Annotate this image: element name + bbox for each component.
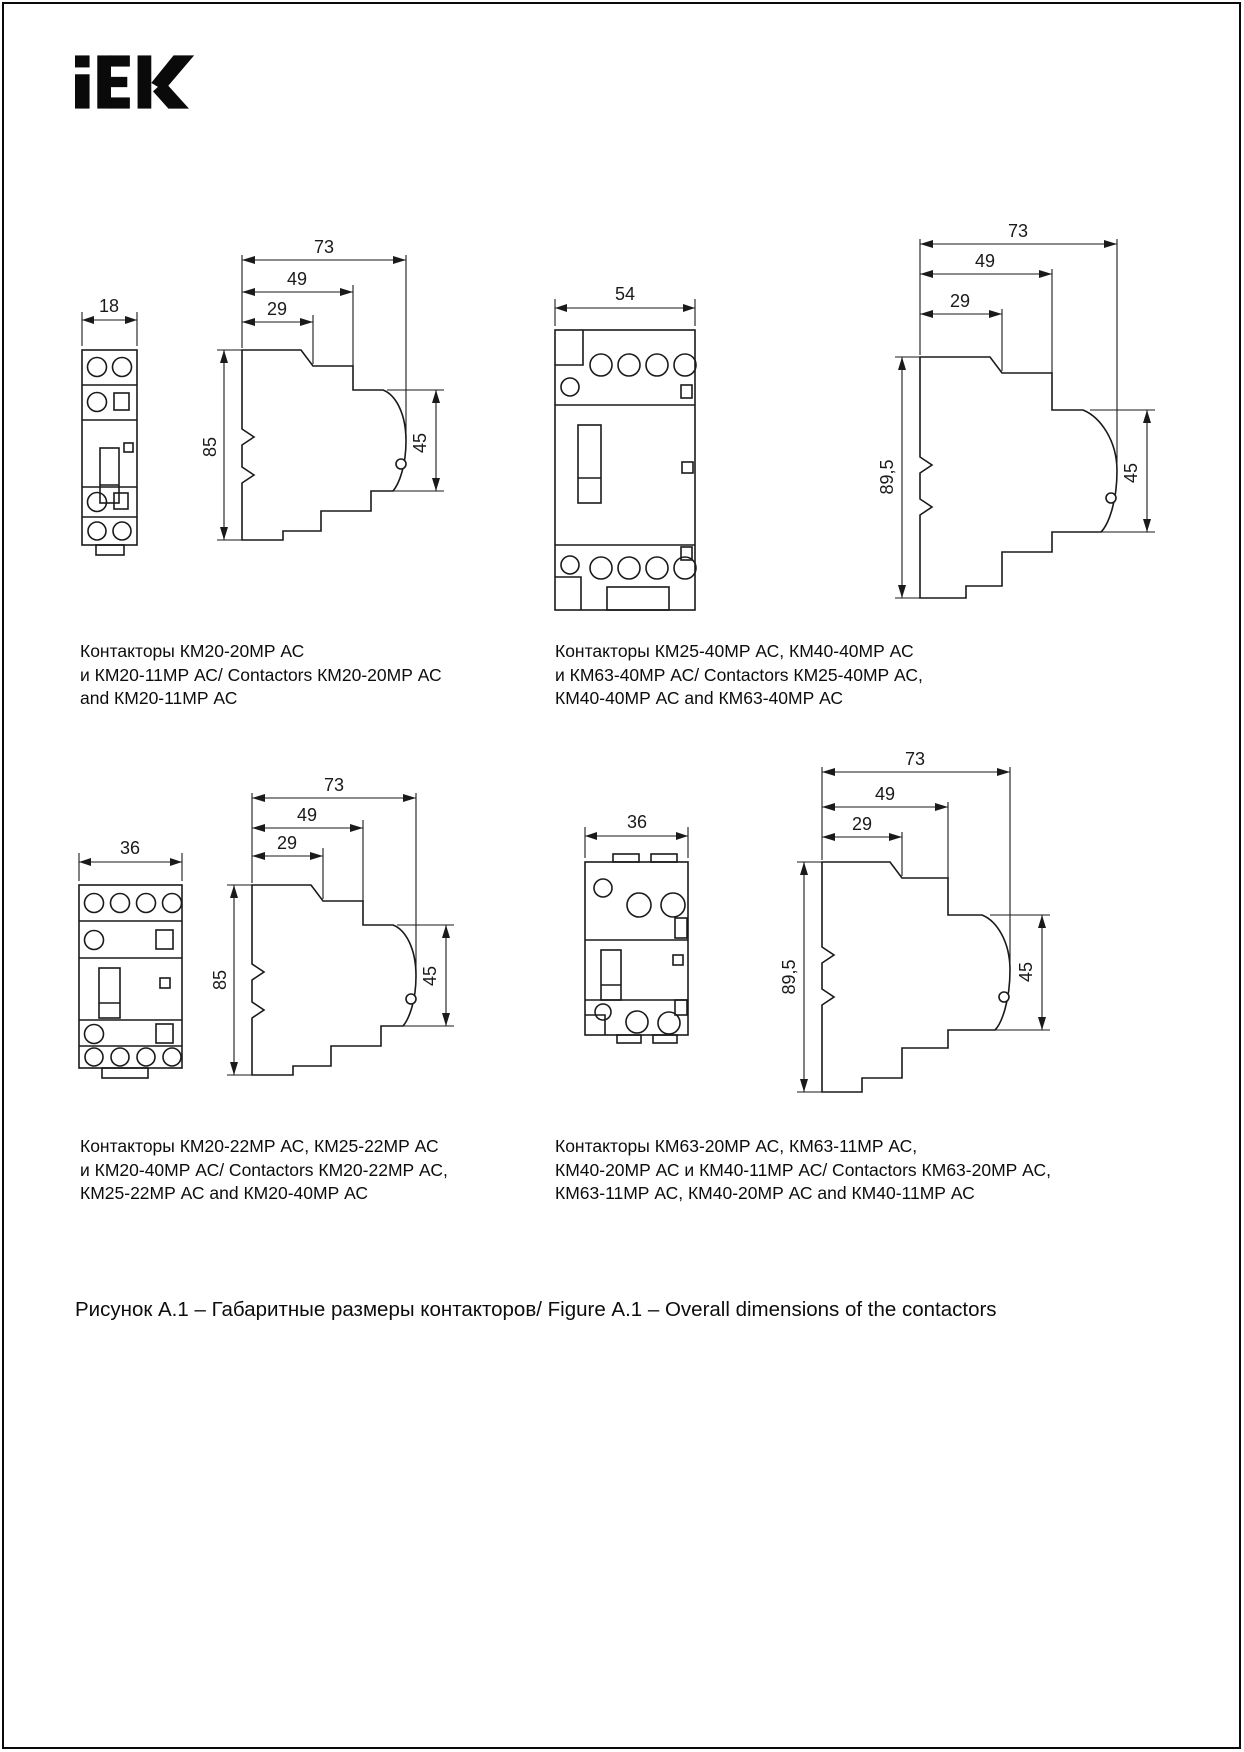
dim-label-45: 45 <box>420 965 440 987</box>
dim-label-height: 85 <box>210 969 230 991</box>
figure1-front-view <box>82 350 137 555</box>
dim-label-front-width: 18 <box>98 296 120 316</box>
figure4-dim-lines <box>797 767 1050 1092</box>
dim-label-73: 73 <box>323 775 345 795</box>
dim-label-45: 45 <box>410 432 430 454</box>
figure2-drawing <box>545 215 1205 645</box>
figure1-caption <box>80 640 520 711</box>
figure2-side-view <box>920 357 1117 598</box>
dim-label-49: 49 <box>974 251 996 271</box>
dim-label-front-width: 36 <box>626 812 648 832</box>
caption-line: Контакторы КМ20-22МР АС, КМ25-22МР АС <box>80 1136 439 1156</box>
dim-label-45: 45 <box>1121 462 1141 484</box>
dim-label-29: 29 <box>266 299 288 319</box>
figure4-side-view <box>822 862 1010 1092</box>
caption-line: Контакторы КМ63-20МР АС, КМ63-11МР АС, <box>555 1136 918 1156</box>
figure4-front-view <box>585 854 688 1043</box>
figure4-drawing <box>545 700 1205 1110</box>
dim-label-73: 73 <box>313 237 335 257</box>
caption-line: и КМ20-40МР АС/ Contactors КМ20-22МР АС, <box>80 1159 448 1180</box>
dim-label-73: 73 <box>1007 221 1029 241</box>
caption-line: и КМ63-40МР АС/ Contactors КМ25-40МР АС, <box>555 664 923 685</box>
dim-label-front-width: 54 <box>614 284 636 304</box>
caption-line: КМ40-20МР АС и КМ40-11МР АС/ Contactors КМ63-20МР АС, <box>555 1159 1051 1180</box>
figure1-side-view <box>242 350 406 540</box>
caption-line: и КМ20-11МР АС/ Contactors КМ20-20МР АС <box>80 664 442 685</box>
dim-label-49: 49 <box>874 784 896 804</box>
figure1-drawing <box>72 215 472 635</box>
figure1-dim-lines <box>217 255 444 540</box>
dim-label-45: 45 <box>1016 961 1036 983</box>
figure3-side-view <box>252 885 416 1075</box>
caption-line: КМ63-11МР АС, КМ40-20МР АС and КМ40-11МР АС <box>555 1183 975 1204</box>
figure2-front-view <box>555 330 696 610</box>
dim-label-49: 49 <box>296 805 318 825</box>
figure-title: Рисунок А.1 – Габаритные размеры контакторов/ Figure А.1 – Overall dimensions of the contactors <box>75 1298 997 1321</box>
figure3-caption <box>80 1135 530 1206</box>
dim-label-49: 49 <box>286 269 308 289</box>
caption-line: КМ40-40МР АС and КМ63-40МР АС <box>555 688 844 709</box>
caption-line: Контакторы КМ25-40МР АС, КМ40-40МР АС <box>555 641 914 661</box>
dim-label-29: 29 <box>851 814 873 834</box>
figure3-front-view <box>79 885 182 1078</box>
iek-logo <box>75 50 195 114</box>
dim-label-height: 89,5 <box>877 459 897 495</box>
dim-label-73: 73 <box>904 749 926 769</box>
dim-label-front-width: 36 <box>119 838 141 858</box>
figure2-caption <box>555 640 1085 711</box>
figure3-dim-lines <box>227 793 454 1075</box>
caption-line: КМ25-22МР АС and КМ20-40МР АС <box>80 1183 369 1204</box>
caption-line: Контакторы КМ20-20МР АС <box>80 641 305 661</box>
figure4-caption <box>555 1135 1135 1206</box>
figure3-drawing <box>72 758 502 1098</box>
dim-label-height: 89,5 <box>779 959 799 995</box>
dim-label-29: 29 <box>949 291 971 311</box>
dim-label-29: 29 <box>276 833 298 853</box>
caption-line: and КМ20-11МР АС <box>80 688 238 709</box>
figure1-dim-18 <box>82 312 137 346</box>
dim-label-height: 85 <box>200 436 220 458</box>
figure2-dim-lines <box>895 239 1155 598</box>
